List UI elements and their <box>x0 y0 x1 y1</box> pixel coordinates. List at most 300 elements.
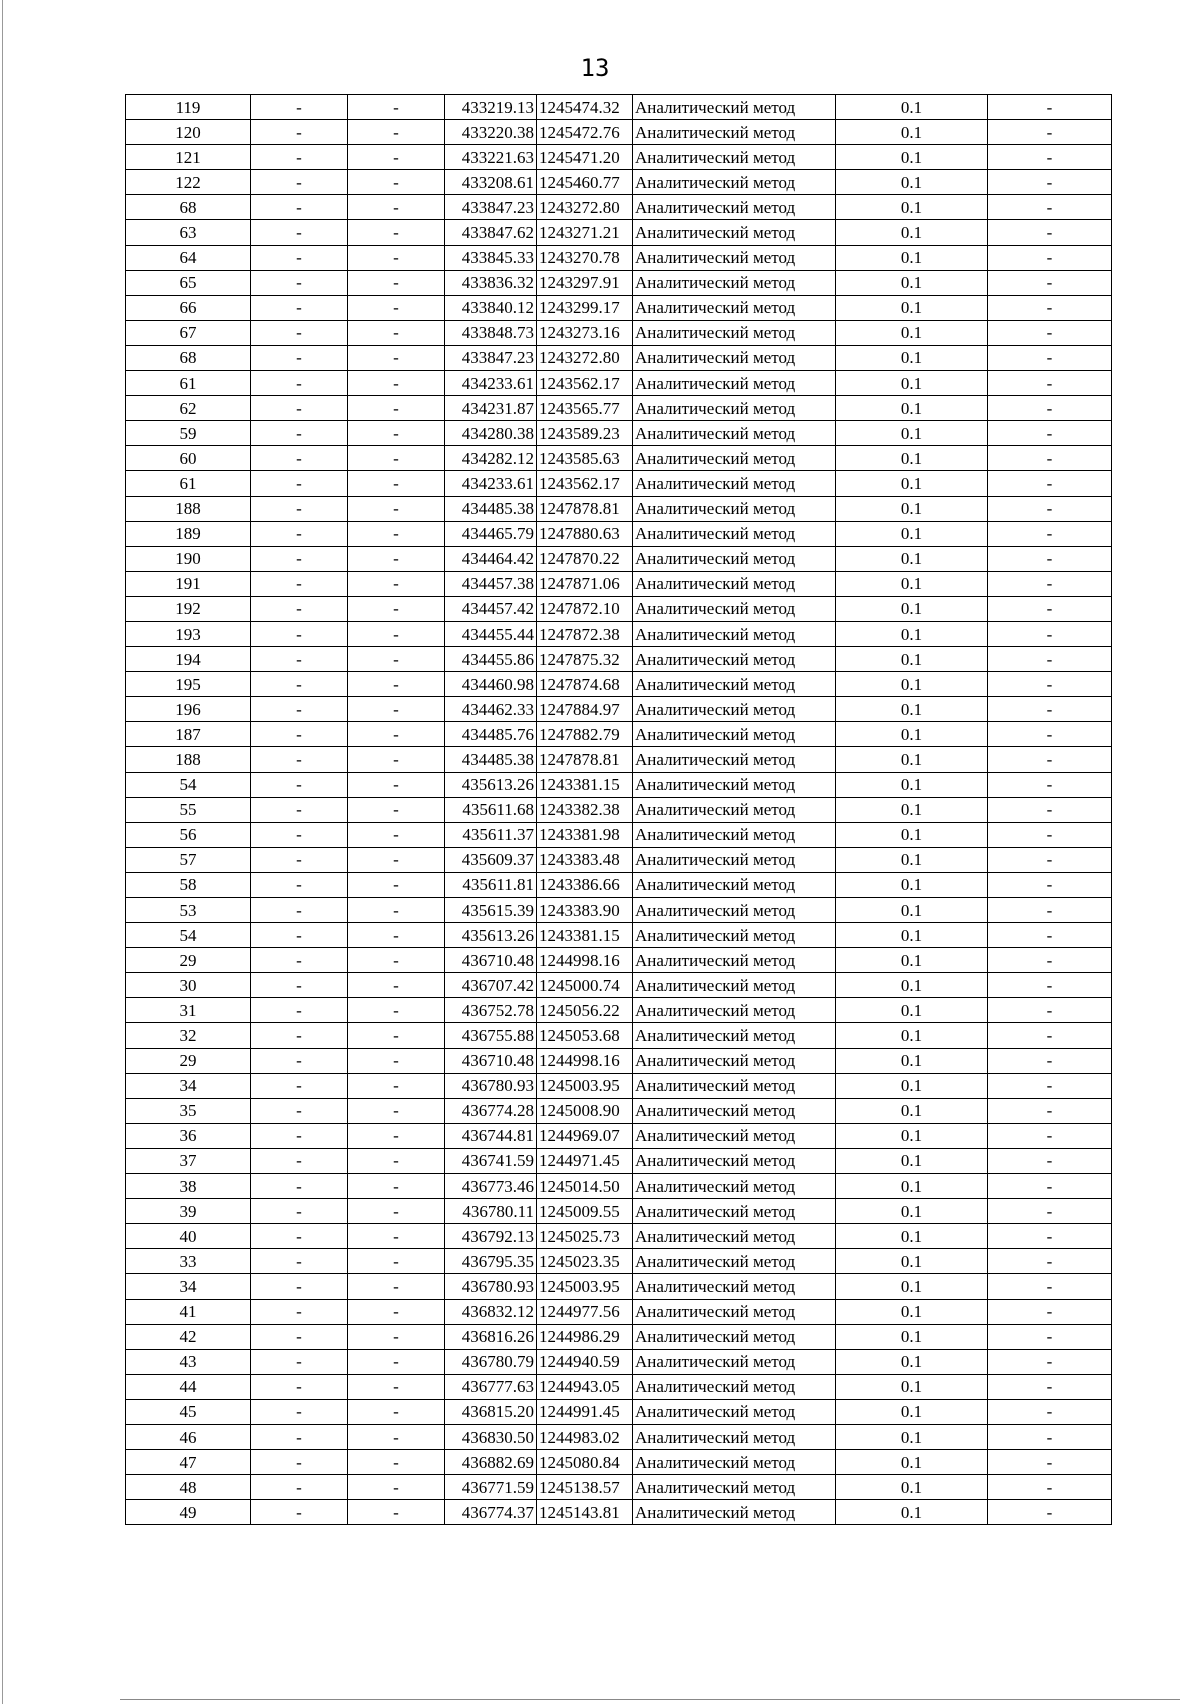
blank-cell-last: - <box>988 1274 1112 1299</box>
blank-cell-a: - <box>251 1324 348 1349</box>
method-cell: Аналитический метод <box>633 621 836 646</box>
accuracy-cell: 0.1 <box>836 1424 988 1449</box>
blank-cell-last: - <box>988 747 1112 772</box>
point-number-cell: 122 <box>126 170 251 195</box>
accuracy-cell: 0.1 <box>836 1299 988 1324</box>
table-row <box>126 672 1112 697</box>
accuracy-cell: 0.1 <box>836 295 988 320</box>
y-coordinate-cell: 1244943.05 <box>537 1374 633 1399</box>
x-coordinate-cell: 436741.59 <box>445 1148 537 1173</box>
point-number-cell: 29 <box>126 948 251 973</box>
blank-cell-last: - <box>988 1299 1112 1324</box>
table-row <box>126 345 1112 370</box>
method-cell: Аналитический метод <box>633 145 836 170</box>
method-cell: Аналитический метод <box>633 421 836 446</box>
accuracy-cell: 0.1 <box>836 1324 988 1349</box>
table-row <box>126 1274 1112 1299</box>
blank-cell-b: - <box>348 1098 445 1123</box>
blank-cell-a: - <box>251 1424 348 1449</box>
blank-cell-last: - <box>988 797 1112 822</box>
point-number-cell: 43 <box>126 1349 251 1374</box>
blank-cell-last: - <box>988 923 1112 948</box>
y-coordinate-cell: 1243562.17 <box>537 371 633 396</box>
method-cell: Аналитический метод <box>633 647 836 672</box>
x-coordinate-cell: 436795.35 <box>445 1249 537 1274</box>
y-coordinate-cell: 1243381.15 <box>537 923 633 948</box>
accuracy-cell: 0.1 <box>836 822 988 847</box>
blank-cell-b: - <box>348 1475 445 1500</box>
accuracy-cell: 0.1 <box>836 1374 988 1399</box>
table-row <box>126 195 1112 220</box>
method-cell: Аналитический метод <box>633 923 836 948</box>
blank-cell-a: - <box>251 1123 348 1148</box>
blank-cell-last: - <box>988 1424 1112 1449</box>
table-row <box>126 421 1112 446</box>
table-row <box>126 220 1112 245</box>
accuracy-cell: 0.1 <box>836 1399 988 1424</box>
method-cell: Аналитический метод <box>633 1500 836 1525</box>
point-number-cell: 33 <box>126 1249 251 1274</box>
blank-cell-last: - <box>988 772 1112 797</box>
table-row <box>126 1249 1112 1274</box>
x-coordinate-cell: 435611.68 <box>445 797 537 822</box>
table-row <box>126 596 1112 621</box>
blank-cell-last: - <box>988 898 1112 923</box>
blank-cell-b: - <box>348 697 445 722</box>
y-coordinate-cell: 1247878.81 <box>537 747 633 772</box>
x-coordinate-cell: 434462.33 <box>445 697 537 722</box>
blank-cell-b: - <box>348 1450 445 1475</box>
method-cell: Аналитический метод <box>633 948 836 973</box>
point-number-cell: 68 <box>126 345 251 370</box>
blank-cell-b: - <box>348 1148 445 1173</box>
method-cell: Аналитический метод <box>633 596 836 621</box>
y-coordinate-cell: 1244969.07 <box>537 1123 633 1148</box>
table-row <box>126 1399 1112 1424</box>
blank-cell-a: - <box>251 1500 348 1525</box>
table-row <box>126 822 1112 847</box>
blank-cell-a: - <box>251 998 348 1023</box>
blank-cell-b: - <box>348 220 445 245</box>
accuracy-cell: 0.1 <box>836 722 988 747</box>
blank-cell-last: - <box>988 722 1112 747</box>
table-row <box>126 1349 1112 1374</box>
point-number-cell: 66 <box>126 295 251 320</box>
blank-cell-a: - <box>251 1073 348 1098</box>
y-coordinate-cell: 1245014.50 <box>537 1174 633 1199</box>
x-coordinate-cell: 433847.62 <box>445 220 537 245</box>
accuracy-cell: 0.1 <box>836 1249 988 1274</box>
accuracy-cell: 0.1 <box>836 1450 988 1475</box>
blank-cell-b: - <box>348 371 445 396</box>
blank-cell-a: - <box>251 747 348 772</box>
accuracy-cell: 0.1 <box>836 371 988 396</box>
blank-cell-last: - <box>988 421 1112 446</box>
method-cell: Аналитический метод <box>633 1399 836 1424</box>
blank-cell-a: - <box>251 170 348 195</box>
point-number-cell: 196 <box>126 697 251 722</box>
method-cell: Аналитический метод <box>633 1174 836 1199</box>
method-cell: Аналитический метод <box>633 1073 836 1098</box>
blank-cell-b: - <box>348 1048 445 1073</box>
method-cell: Аналитический метод <box>633 120 836 145</box>
x-coordinate-cell: 436780.93 <box>445 1073 537 1098</box>
point-number-cell: 65 <box>126 270 251 295</box>
x-coordinate-cell: 434280.38 <box>445 421 537 446</box>
blank-cell-a: - <box>251 923 348 948</box>
method-cell: Аналитический метод <box>633 1349 836 1374</box>
point-number-cell: 36 <box>126 1123 251 1148</box>
y-coordinate-cell: 1243273.16 <box>537 320 633 345</box>
y-coordinate-cell: 1247870.22 <box>537 546 633 571</box>
table-row <box>126 847 1112 872</box>
x-coordinate-cell: 433847.23 <box>445 345 537 370</box>
blank-cell-a: - <box>251 1249 348 1274</box>
accuracy-cell: 0.1 <box>836 521 988 546</box>
table-row <box>126 1123 1112 1148</box>
blank-cell-b: - <box>348 1224 445 1249</box>
blank-cell-a: - <box>251 345 348 370</box>
blank-cell-last: - <box>988 345 1112 370</box>
method-cell: Аналитический метод <box>633 546 836 571</box>
blank-cell-a: - <box>251 898 348 923</box>
point-number-cell: 47 <box>126 1450 251 1475</box>
x-coordinate-cell: 433840.12 <box>445 295 537 320</box>
y-coordinate-cell: 1244971.45 <box>537 1148 633 1173</box>
accuracy-cell: 0.1 <box>836 596 988 621</box>
table-row <box>126 1374 1112 1399</box>
x-coordinate-cell: 436707.42 <box>445 973 537 998</box>
y-coordinate-cell: 1243386.66 <box>537 872 633 897</box>
blank-cell-last: - <box>988 1324 1112 1349</box>
x-coordinate-cell: 433845.33 <box>445 245 537 270</box>
blank-cell-last: - <box>988 1349 1112 1374</box>
method-cell: Аналитический метод <box>633 1299 836 1324</box>
point-number-cell: 57 <box>126 847 251 872</box>
accuracy-cell: 0.1 <box>836 1349 988 1374</box>
accuracy-cell: 0.1 <box>836 546 988 571</box>
table-row <box>126 923 1112 948</box>
y-coordinate-cell: 1245009.55 <box>537 1199 633 1224</box>
x-coordinate-cell: 434455.86 <box>445 647 537 672</box>
blank-cell-b: - <box>348 1424 445 1449</box>
x-coordinate-cell: 434485.38 <box>445 496 537 521</box>
point-number-cell: 32 <box>126 1023 251 1048</box>
accuracy-cell: 0.1 <box>836 1174 988 1199</box>
blank-cell-b: - <box>348 145 445 170</box>
table-row <box>126 1475 1112 1500</box>
point-number-cell: 68 <box>126 195 251 220</box>
method-cell: Аналитический метод <box>633 1023 836 1048</box>
accuracy-cell: 0.1 <box>836 948 988 973</box>
table-row <box>126 998 1112 1023</box>
blank-cell-last: - <box>988 1148 1112 1173</box>
table-row <box>126 1023 1112 1048</box>
table-row <box>126 973 1112 998</box>
method-cell: Аналитический метод <box>633 371 836 396</box>
blank-cell-last: - <box>988 822 1112 847</box>
method-cell: Аналитический метод <box>633 847 836 872</box>
x-coordinate-cell: 434465.79 <box>445 521 537 546</box>
table-row <box>126 772 1112 797</box>
method-cell: Аналитический метод <box>633 496 836 521</box>
x-coordinate-cell: 433219.13 <box>445 95 537 120</box>
accuracy-cell: 0.1 <box>836 270 988 295</box>
x-coordinate-cell: 436774.28 <box>445 1098 537 1123</box>
x-coordinate-cell: 435613.26 <box>445 923 537 948</box>
method-cell: Аналитический метод <box>633 295 836 320</box>
blank-cell-a: - <box>251 371 348 396</box>
blank-cell-last: - <box>988 847 1112 872</box>
blank-cell-last: - <box>988 1450 1112 1475</box>
blank-cell-last: - <box>988 672 1112 697</box>
x-coordinate-cell: 436752.78 <box>445 998 537 1023</box>
method-cell: Аналитический метод <box>633 797 836 822</box>
blank-cell-last: - <box>988 295 1112 320</box>
method-cell: Аналитический метод <box>633 1424 836 1449</box>
point-number-cell: 37 <box>126 1148 251 1173</box>
table-row <box>126 245 1112 270</box>
point-number-cell: 121 <box>126 145 251 170</box>
accuracy-cell: 0.1 <box>836 697 988 722</box>
point-number-cell: 67 <box>126 320 251 345</box>
y-coordinate-cell: 1243562.17 <box>537 471 633 496</box>
blank-cell-a: - <box>251 722 348 747</box>
x-coordinate-cell: 436710.48 <box>445 1048 537 1073</box>
blank-cell-b: - <box>348 596 445 621</box>
accuracy-cell: 0.1 <box>836 772 988 797</box>
point-number-cell: 189 <box>126 521 251 546</box>
table-row <box>126 872 1112 897</box>
page-number: 13 <box>580 54 610 82</box>
accuracy-cell: 0.1 <box>836 998 988 1023</box>
y-coordinate-cell: 1247874.68 <box>537 672 633 697</box>
y-coordinate-cell: 1244983.02 <box>537 1424 633 1449</box>
y-coordinate-cell: 1245080.84 <box>537 1450 633 1475</box>
blank-cell-b: - <box>348 797 445 822</box>
accuracy-cell: 0.1 <box>836 170 988 195</box>
accuracy-cell: 0.1 <box>836 973 988 998</box>
coordinates-table <box>125 94 1112 1525</box>
point-number-cell: 120 <box>126 120 251 145</box>
blank-cell-a: - <box>251 1399 348 1424</box>
point-number-cell: 35 <box>126 1098 251 1123</box>
point-number-cell: 188 <box>126 747 251 772</box>
blank-cell-b: - <box>348 521 445 546</box>
page-edge-bottom <box>120 1699 1180 1700</box>
blank-cell-b: - <box>348 1073 445 1098</box>
x-coordinate-cell: 434282.12 <box>445 446 537 471</box>
blank-cell-last: - <box>988 948 1112 973</box>
table-row <box>126 396 1112 421</box>
x-coordinate-cell: 435611.37 <box>445 822 537 847</box>
blank-cell-b: - <box>348 320 445 345</box>
blank-cell-a: - <box>251 1048 348 1073</box>
x-coordinate-cell: 434457.38 <box>445 571 537 596</box>
blank-cell-b: - <box>348 747 445 772</box>
table-row <box>126 1299 1112 1324</box>
blank-cell-last: - <box>988 1500 1112 1525</box>
blank-cell-a: - <box>251 973 348 998</box>
blank-cell-b: - <box>348 421 445 446</box>
blank-cell-b: - <box>348 822 445 847</box>
accuracy-cell: 0.1 <box>836 1199 988 1224</box>
accuracy-cell: 0.1 <box>836 647 988 672</box>
blank-cell-last: - <box>988 1249 1112 1274</box>
accuracy-cell: 0.1 <box>836 1073 988 1098</box>
y-coordinate-cell: 1245474.32 <box>537 95 633 120</box>
blank-cell-a: - <box>251 421 348 446</box>
method-cell: Аналитический метод <box>633 1224 836 1249</box>
accuracy-cell: 0.1 <box>836 797 988 822</box>
blank-cell-a: - <box>251 1274 348 1299</box>
accuracy-cell: 0.1 <box>836 1023 988 1048</box>
table-row <box>126 1324 1112 1349</box>
method-cell: Аналитический метод <box>633 1475 836 1500</box>
x-coordinate-cell: 434485.76 <box>445 722 537 747</box>
accuracy-cell: 0.1 <box>836 145 988 170</box>
blank-cell-b: - <box>348 772 445 797</box>
x-coordinate-cell: 436792.13 <box>445 1224 537 1249</box>
blank-cell-last: - <box>988 546 1112 571</box>
x-coordinate-cell: 435613.26 <box>445 772 537 797</box>
accuracy-cell: 0.1 <box>836 496 988 521</box>
x-coordinate-cell: 433220.38 <box>445 120 537 145</box>
blank-cell-b: - <box>348 948 445 973</box>
blank-cell-b: - <box>348 647 445 672</box>
blank-cell-a: - <box>251 647 348 672</box>
point-number-cell: 48 <box>126 1475 251 1500</box>
blank-cell-last: - <box>988 1123 1112 1148</box>
blank-cell-last: - <box>988 396 1112 421</box>
accuracy-cell: 0.1 <box>836 847 988 872</box>
table-row <box>126 145 1112 170</box>
point-number-cell: 56 <box>126 822 251 847</box>
blank-cell-b: - <box>348 245 445 270</box>
blank-cell-a: - <box>251 446 348 471</box>
page-edge-left <box>2 0 3 1704</box>
blank-cell-last: - <box>988 120 1112 145</box>
point-number-cell: 54 <box>126 923 251 948</box>
accuracy-cell: 0.1 <box>836 1098 988 1123</box>
blank-cell-b: - <box>348 621 445 646</box>
accuracy-cell: 0.1 <box>836 1475 988 1500</box>
blank-cell-b: - <box>348 1349 445 1374</box>
blank-cell-b: - <box>348 1199 445 1224</box>
blank-cell-last: - <box>988 371 1112 396</box>
accuracy-cell: 0.1 <box>836 220 988 245</box>
blank-cell-a: - <box>251 1199 348 1224</box>
x-coordinate-cell: 435611.81 <box>445 872 537 897</box>
blank-cell-b: - <box>348 1299 445 1324</box>
blank-cell-a: - <box>251 621 348 646</box>
y-coordinate-cell: 1245460.77 <box>537 170 633 195</box>
accuracy-cell: 0.1 <box>836 245 988 270</box>
blank-cell-b: - <box>348 847 445 872</box>
x-coordinate-cell: 436780.79 <box>445 1349 537 1374</box>
table-row <box>126 1174 1112 1199</box>
method-cell: Аналитический метод <box>633 973 836 998</box>
y-coordinate-cell: 1245143.81 <box>537 1500 633 1525</box>
point-number-cell: 63 <box>126 220 251 245</box>
point-number-cell: 187 <box>126 722 251 747</box>
y-coordinate-cell: 1244991.45 <box>537 1399 633 1424</box>
blank-cell-b: - <box>348 1500 445 1525</box>
blank-cell-b: - <box>348 1324 445 1349</box>
blank-cell-a: - <box>251 948 348 973</box>
method-cell: Аналитический метод <box>633 521 836 546</box>
blank-cell-last: - <box>988 998 1112 1023</box>
method-cell: Аналитический метод <box>633 571 836 596</box>
blank-cell-b: - <box>348 1399 445 1424</box>
y-coordinate-cell: 1243272.80 <box>537 195 633 220</box>
blank-cell-b: - <box>348 295 445 320</box>
method-cell: Аналитический метод <box>633 722 836 747</box>
blank-cell-last: - <box>988 697 1112 722</box>
blank-cell-a: - <box>251 320 348 345</box>
blank-cell-last: - <box>988 1023 1112 1048</box>
x-coordinate-cell: 436780.11 <box>445 1199 537 1224</box>
y-coordinate-cell: 1247878.81 <box>537 496 633 521</box>
blank-cell-last: - <box>988 170 1112 195</box>
blank-cell-a: - <box>251 697 348 722</box>
blank-cell-last: - <box>988 195 1112 220</box>
point-number-cell: 60 <box>126 446 251 471</box>
blank-cell-last: - <box>988 1224 1112 1249</box>
x-coordinate-cell: 433221.63 <box>445 145 537 170</box>
y-coordinate-cell: 1247872.10 <box>537 596 633 621</box>
point-number-cell: 49 <box>126 1500 251 1525</box>
y-coordinate-cell: 1245003.95 <box>537 1274 633 1299</box>
method-cell: Аналитический метод <box>633 998 836 1023</box>
y-coordinate-cell: 1243383.90 <box>537 898 633 923</box>
blank-cell-b: - <box>348 546 445 571</box>
accuracy-cell: 0.1 <box>836 95 988 120</box>
table-row <box>126 1224 1112 1249</box>
x-coordinate-cell: 436755.88 <box>445 1023 537 1048</box>
blank-cell-b: - <box>348 1274 445 1299</box>
point-number-cell: 61 <box>126 471 251 496</box>
y-coordinate-cell: 1247872.38 <box>537 621 633 646</box>
table-body <box>126 95 1112 1525</box>
point-number-cell: 45 <box>126 1399 251 1424</box>
blank-cell-b: - <box>348 872 445 897</box>
accuracy-cell: 0.1 <box>836 898 988 923</box>
x-coordinate-cell: 436832.12 <box>445 1299 537 1324</box>
point-number-cell: 46 <box>126 1424 251 1449</box>
blank-cell-last: - <box>988 95 1112 120</box>
point-number-cell: 31 <box>126 998 251 1023</box>
blank-cell-a: - <box>251 145 348 170</box>
blank-cell-last: - <box>988 496 1112 521</box>
x-coordinate-cell: 436771.59 <box>445 1475 537 1500</box>
point-number-cell: 190 <box>126 546 251 571</box>
method-cell: Аналитический метод <box>633 1249 836 1274</box>
point-number-cell: 191 <box>126 571 251 596</box>
x-coordinate-cell: 436777.63 <box>445 1374 537 1399</box>
accuracy-cell: 0.1 <box>836 1224 988 1249</box>
blank-cell-b: - <box>348 722 445 747</box>
blank-cell-a: - <box>251 496 348 521</box>
y-coordinate-cell: 1245472.76 <box>537 120 633 145</box>
blank-cell-last: - <box>988 647 1112 672</box>
blank-cell-last: - <box>988 145 1112 170</box>
y-coordinate-cell: 1245056.22 <box>537 998 633 1023</box>
accuracy-cell: 0.1 <box>836 421 988 446</box>
accuracy-cell: 0.1 <box>836 345 988 370</box>
y-coordinate-cell: 1244977.56 <box>537 1299 633 1324</box>
point-number-cell: 40 <box>126 1224 251 1249</box>
